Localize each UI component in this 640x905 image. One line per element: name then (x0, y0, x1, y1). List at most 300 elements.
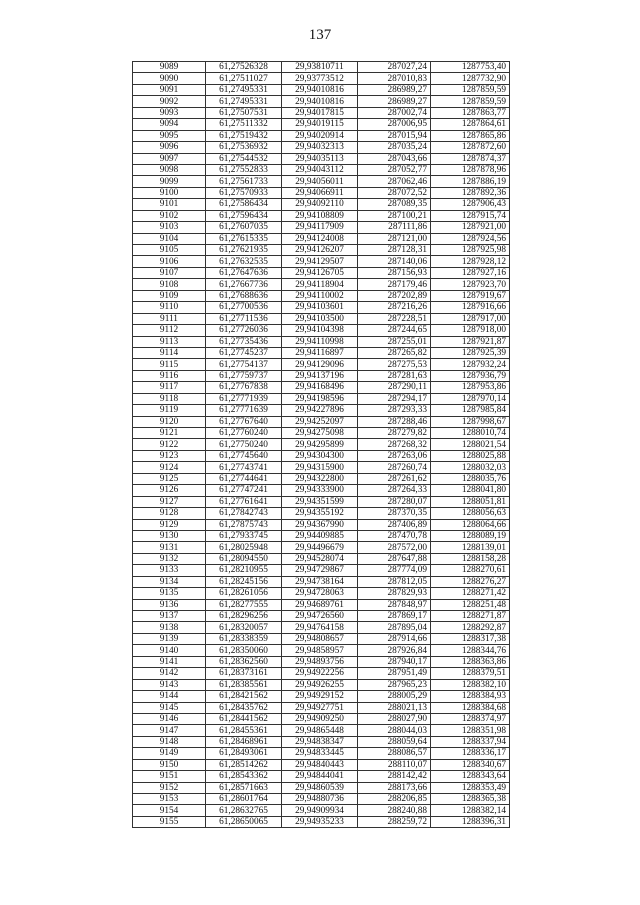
point-number-cell: 9139 (133, 633, 206, 644)
table-row (133, 73, 510, 84)
coordinates-table (132, 61, 510, 828)
x-coordinate-cell: 287043,66 (358, 153, 431, 164)
point-number-cell: 9132 (133, 553, 206, 564)
latitude-cell: 61,28543362 (206, 771, 282, 782)
longitude-cell: 29,94929152 (282, 691, 358, 702)
x-coordinate-cell: 287002,74 (358, 107, 431, 118)
longitude-cell: 29,94858957 (282, 645, 358, 656)
point-number-cell: 9150 (133, 759, 206, 770)
longitude-cell: 29,94922256 (282, 668, 358, 679)
latitude-cell: 61,28650065 (206, 816, 282, 827)
table-row (133, 279, 510, 290)
y-coordinate-cell: 1287953,86 (431, 382, 510, 393)
x-coordinate-cell: 286989,27 (358, 84, 431, 95)
longitude-cell: 29,94355192 (282, 508, 358, 519)
y-coordinate-cell: 1288344,76 (431, 645, 510, 656)
point-number-cell: 9127 (133, 496, 206, 507)
longitude-cell: 29,94927751 (282, 702, 358, 713)
latitude-cell: 61,27495331 (206, 84, 282, 95)
point-number-cell: 9124 (133, 462, 206, 473)
x-coordinate-cell: 287089,35 (358, 199, 431, 210)
x-coordinate-cell: 288021,13 (358, 702, 431, 713)
x-coordinate-cell: 287035,24 (358, 142, 431, 153)
latitude-cell: 61,27519432 (206, 130, 282, 141)
longitude-cell: 29,94019115 (282, 119, 358, 130)
point-number-cell: 9090 (133, 73, 206, 84)
table-row (133, 187, 510, 198)
y-coordinate-cell: 1287928,12 (431, 256, 510, 267)
table-row (133, 142, 510, 153)
longitude-cell: 29,94322800 (282, 473, 358, 484)
x-coordinate-cell: 288110,07 (358, 759, 431, 770)
y-coordinate-cell: 1288351,98 (431, 725, 510, 736)
table-row (133, 713, 510, 724)
x-coordinate-cell: 287015,94 (358, 130, 431, 141)
x-coordinate-cell: 287774,09 (358, 565, 431, 576)
x-coordinate-cell: 287140,06 (358, 256, 431, 267)
latitude-cell: 61,27632535 (206, 256, 282, 267)
latitude-cell: 61,27750240 (206, 439, 282, 450)
point-number-cell: 9128 (133, 508, 206, 519)
point-number-cell: 9110 (133, 302, 206, 313)
point-number-cell: 9096 (133, 142, 206, 153)
point-number-cell: 9125 (133, 473, 206, 484)
point-number-cell: 9126 (133, 485, 206, 496)
y-coordinate-cell: 1287886,19 (431, 176, 510, 187)
table-row (133, 656, 510, 667)
table-row (133, 485, 510, 496)
point-number-cell: 9100 (133, 187, 206, 198)
longitude-cell: 29,94926255 (282, 679, 358, 690)
x-coordinate-cell: 287264,33 (358, 485, 431, 496)
y-coordinate-cell: 1287921,87 (431, 336, 510, 347)
longitude-cell: 29,94728063 (282, 588, 358, 599)
latitude-cell: 61,27536932 (206, 142, 282, 153)
point-number-cell: 9134 (133, 576, 206, 587)
y-coordinate-cell: 1288010,74 (431, 428, 510, 439)
longitude-cell: 29,94689761 (282, 599, 358, 610)
latitude-cell: 61,27771639 (206, 405, 282, 416)
x-coordinate-cell: 287406,89 (358, 519, 431, 530)
y-coordinate-cell: 1287906,43 (431, 199, 510, 210)
x-coordinate-cell: 287812,05 (358, 576, 431, 587)
table-row (133, 290, 510, 301)
table-row (133, 588, 510, 599)
latitude-cell: 61,27842743 (206, 508, 282, 519)
y-coordinate-cell: 1288384,68 (431, 702, 510, 713)
table-row (133, 256, 510, 267)
latitude-cell: 61,27726036 (206, 325, 282, 336)
point-number-cell: 9135 (133, 588, 206, 599)
longitude-cell: 29,94909250 (282, 713, 358, 724)
table-row (133, 382, 510, 393)
latitude-cell: 61,27711536 (206, 313, 282, 324)
y-coordinate-cell: 1287924,56 (431, 233, 510, 244)
latitude-cell: 61,27586434 (206, 199, 282, 210)
table-row (133, 816, 510, 827)
y-coordinate-cell: 1288336,17 (431, 748, 510, 759)
latitude-cell: 61,27511027 (206, 73, 282, 84)
point-number-cell: 9115 (133, 359, 206, 370)
table-row (133, 542, 510, 553)
point-number-cell: 9089 (133, 62, 206, 73)
longitude-cell: 29,94104398 (282, 325, 358, 336)
x-coordinate-cell: 287470,78 (358, 530, 431, 541)
longitude-cell: 29,94860539 (282, 782, 358, 793)
point-number-cell: 9103 (133, 222, 206, 233)
y-coordinate-cell: 1287872,60 (431, 142, 510, 153)
latitude-cell: 61,28455361 (206, 725, 282, 736)
table-row (133, 794, 510, 805)
y-coordinate-cell: 1288384,93 (431, 691, 510, 702)
latitude-cell: 61,27745640 (206, 450, 282, 461)
longitude-cell: 29,93810711 (282, 62, 358, 73)
latitude-cell: 61,27767838 (206, 382, 282, 393)
y-coordinate-cell: 1288343,64 (431, 771, 510, 782)
latitude-cell: 61,27647636 (206, 267, 282, 278)
x-coordinate-cell: 288059,64 (358, 736, 431, 747)
longitude-cell: 29,94909934 (282, 805, 358, 816)
latitude-cell: 61,28468961 (206, 736, 282, 747)
table-row (133, 771, 510, 782)
longitude-cell: 29,94838347 (282, 736, 358, 747)
y-coordinate-cell: 1288382,10 (431, 679, 510, 690)
latitude-cell: 61,28245156 (206, 576, 282, 587)
latitude-cell: 61,28601764 (206, 794, 282, 805)
point-number-cell: 9146 (133, 713, 206, 724)
y-coordinate-cell: 1287864,61 (431, 119, 510, 130)
x-coordinate-cell: 287260,74 (358, 462, 431, 473)
table-row (133, 565, 510, 576)
latitude-cell: 61,28421562 (206, 691, 282, 702)
y-coordinate-cell: 1287892,36 (431, 187, 510, 198)
x-coordinate-cell: 287290,11 (358, 382, 431, 393)
latitude-cell: 61,27761641 (206, 496, 282, 507)
point-number-cell: 9097 (133, 153, 206, 164)
table-row (133, 233, 510, 244)
x-coordinate-cell: 287052,77 (358, 164, 431, 175)
table-row (133, 222, 510, 233)
table-row (133, 416, 510, 427)
table-row (133, 428, 510, 439)
point-number-cell: 9145 (133, 702, 206, 713)
table-row (133, 119, 510, 130)
point-number-cell: 9140 (133, 645, 206, 656)
table-row (133, 267, 510, 278)
longitude-cell: 29,94110998 (282, 336, 358, 347)
latitude-cell: 61,28441562 (206, 713, 282, 724)
x-coordinate-cell: 287829,93 (358, 588, 431, 599)
longitude-cell: 29,94893756 (282, 656, 358, 667)
latitude-cell: 61,28320057 (206, 622, 282, 633)
y-coordinate-cell: 1288353,49 (431, 782, 510, 793)
y-coordinate-cell: 1288035,76 (431, 473, 510, 484)
table-row (133, 473, 510, 484)
point-number-cell: 9091 (133, 84, 206, 95)
table-row (133, 702, 510, 713)
table-row (133, 450, 510, 461)
y-coordinate-cell: 1288139,01 (431, 542, 510, 553)
y-coordinate-cell: 1287936,79 (431, 370, 510, 381)
point-number-cell: 9105 (133, 245, 206, 256)
y-coordinate-cell: 1287863,77 (431, 107, 510, 118)
y-coordinate-cell: 1288025,88 (431, 450, 510, 461)
y-coordinate-cell: 1287923,70 (431, 279, 510, 290)
x-coordinate-cell: 287280,07 (358, 496, 431, 507)
longitude-cell: 29,94035113 (282, 153, 358, 164)
x-coordinate-cell: 288240,88 (358, 805, 431, 816)
longitude-cell: 29,94126705 (282, 267, 358, 278)
table-row (133, 210, 510, 221)
latitude-cell: 61,28385561 (206, 679, 282, 690)
y-coordinate-cell: 1287919,67 (431, 290, 510, 301)
point-number-cell: 9137 (133, 611, 206, 622)
point-number-cell: 9130 (133, 530, 206, 541)
point-number-cell: 9152 (133, 782, 206, 793)
point-number-cell: 9114 (133, 347, 206, 358)
table-row (133, 393, 510, 404)
table-row (133, 645, 510, 656)
longitude-cell: 29,94129096 (282, 359, 358, 370)
y-coordinate-cell: 1288337,94 (431, 736, 510, 747)
point-number-cell: 9122 (133, 439, 206, 450)
x-coordinate-cell: 287006,95 (358, 119, 431, 130)
y-coordinate-cell: 1287917,00 (431, 313, 510, 324)
y-coordinate-cell: 1287753,40 (431, 62, 510, 73)
latitude-cell: 61,28493061 (206, 748, 282, 759)
latitude-cell: 61,27688636 (206, 290, 282, 301)
x-coordinate-cell: 287647,88 (358, 553, 431, 564)
longitude-cell: 29,94124008 (282, 233, 358, 244)
point-number-cell: 9154 (133, 805, 206, 816)
latitude-cell: 61,27615335 (206, 233, 282, 244)
y-coordinate-cell: 1287732,90 (431, 73, 510, 84)
table-row (133, 553, 510, 564)
longitude-cell: 29,94367990 (282, 519, 358, 530)
longitude-cell: 29,94020914 (282, 130, 358, 141)
point-number-cell: 9131 (133, 542, 206, 553)
point-number-cell: 9136 (133, 599, 206, 610)
point-number-cell: 9104 (133, 233, 206, 244)
latitude-cell: 61,28338359 (206, 633, 282, 644)
longitude-cell: 29,94726560 (282, 611, 358, 622)
latitude-cell: 61,27747241 (206, 485, 282, 496)
latitude-cell: 61,27743741 (206, 462, 282, 473)
table-row (133, 359, 510, 370)
latitude-cell: 61,27621935 (206, 245, 282, 256)
longitude-cell: 29,94844041 (282, 771, 358, 782)
y-coordinate-cell: 1287998,67 (431, 416, 510, 427)
table-row (133, 496, 510, 507)
longitude-cell: 29,94103601 (282, 302, 358, 313)
latitude-cell: 61,28571663 (206, 782, 282, 793)
point-number-cell: 9092 (133, 96, 206, 107)
y-coordinate-cell: 1288064,66 (431, 519, 510, 530)
table-row (133, 84, 510, 95)
latitude-cell: 61,27744641 (206, 473, 282, 484)
x-coordinate-cell: 287202,89 (358, 290, 431, 301)
latitude-cell: 61,28373161 (206, 668, 282, 679)
latitude-cell: 61,27875743 (206, 519, 282, 530)
x-coordinate-cell: 287281,63 (358, 370, 431, 381)
longitude-cell: 29,94103500 (282, 313, 358, 324)
y-coordinate-cell: 1288396,31 (431, 816, 510, 827)
longitude-cell: 29,94168496 (282, 382, 358, 393)
point-number-cell: 9107 (133, 267, 206, 278)
longitude-cell: 29,94108809 (282, 210, 358, 221)
y-coordinate-cell: 1288089,19 (431, 530, 510, 541)
x-coordinate-cell: 287926,84 (358, 645, 431, 656)
x-coordinate-cell: 287848,97 (358, 599, 431, 610)
longitude-cell: 29,94275098 (282, 428, 358, 439)
x-coordinate-cell: 287293,33 (358, 405, 431, 416)
latitude-cell: 61,27933745 (206, 530, 282, 541)
longitude-cell: 29,94351599 (282, 496, 358, 507)
y-coordinate-cell: 1288382,14 (431, 805, 510, 816)
table-row (133, 462, 510, 473)
longitude-cell: 29,94496679 (282, 542, 358, 553)
x-coordinate-cell: 287370,35 (358, 508, 431, 519)
longitude-cell: 29,94808657 (282, 633, 358, 644)
table-row (133, 736, 510, 747)
latitude-cell: 61,28362560 (206, 656, 282, 667)
longitude-cell: 29,94880736 (282, 794, 358, 805)
longitude-cell: 29,94738164 (282, 576, 358, 587)
point-number-cell: 9151 (133, 771, 206, 782)
x-coordinate-cell: 287128,31 (358, 245, 431, 256)
x-coordinate-cell: 287111,86 (358, 222, 431, 233)
latitude-cell: 61,28514262 (206, 759, 282, 770)
longitude-cell: 29,94032313 (282, 142, 358, 153)
longitude-cell: 29,94333900 (282, 485, 358, 496)
table-row (133, 782, 510, 793)
table-row (133, 199, 510, 210)
point-number-cell: 9143 (133, 679, 206, 690)
longitude-cell: 29,94764158 (282, 622, 358, 633)
latitude-cell: 61,28296256 (206, 611, 282, 622)
x-coordinate-cell: 287010,83 (358, 73, 431, 84)
table-row (133, 691, 510, 702)
x-coordinate-cell: 286989,27 (358, 96, 431, 107)
point-number-cell: 9117 (133, 382, 206, 393)
point-number-cell: 9111 (133, 313, 206, 324)
x-coordinate-cell: 287062,46 (358, 176, 431, 187)
x-coordinate-cell: 287244,65 (358, 325, 431, 336)
point-number-cell: 9099 (133, 176, 206, 187)
x-coordinate-cell: 288142,42 (358, 771, 431, 782)
point-number-cell: 9093 (133, 107, 206, 118)
latitude-cell: 61,27561733 (206, 176, 282, 187)
x-coordinate-cell: 288259,72 (358, 816, 431, 827)
x-coordinate-cell: 287268,32 (358, 439, 431, 450)
longitude-cell: 29,94056011 (282, 176, 358, 187)
point-number-cell: 9109 (133, 290, 206, 301)
point-number-cell: 9108 (133, 279, 206, 290)
x-coordinate-cell: 288005,29 (358, 691, 431, 702)
table-row (133, 599, 510, 610)
table-row (133, 759, 510, 770)
latitude-cell: 61,28435762 (206, 702, 282, 713)
y-coordinate-cell: 1287921,00 (431, 222, 510, 233)
latitude-cell: 61,27700536 (206, 302, 282, 313)
y-coordinate-cell: 1287874,37 (431, 153, 510, 164)
y-coordinate-cell: 1288158,28 (431, 553, 510, 564)
y-coordinate-cell: 1288340,67 (431, 759, 510, 770)
point-number-cell: 9113 (133, 336, 206, 347)
x-coordinate-cell: 287279,82 (358, 428, 431, 439)
table-row (133, 164, 510, 175)
table-row (133, 62, 510, 73)
table-row (133, 302, 510, 313)
longitude-cell: 29,93773512 (282, 73, 358, 84)
longitude-cell: 29,94117909 (282, 222, 358, 233)
x-coordinate-cell: 287156,93 (358, 267, 431, 278)
table-row (133, 245, 510, 256)
y-coordinate-cell: 1287918,00 (431, 325, 510, 336)
longitude-cell: 29,94252097 (282, 416, 358, 427)
x-coordinate-cell: 287263,06 (358, 450, 431, 461)
x-coordinate-cell: 288044,03 (358, 725, 431, 736)
x-coordinate-cell: 287216,26 (358, 302, 431, 313)
y-coordinate-cell: 1288276,27 (431, 576, 510, 587)
latitude-cell: 61,27596434 (206, 210, 282, 221)
latitude-cell: 61,27754137 (206, 359, 282, 370)
point-number-cell: 9098 (133, 164, 206, 175)
longitude-cell: 29,94528074 (282, 553, 358, 564)
x-coordinate-cell: 288027,90 (358, 713, 431, 724)
longitude-cell: 29,94227896 (282, 405, 358, 416)
y-coordinate-cell: 1287865,86 (431, 130, 510, 141)
longitude-cell: 29,94865448 (282, 725, 358, 736)
x-coordinate-cell: 287288,46 (358, 416, 431, 427)
x-coordinate-cell: 287228,51 (358, 313, 431, 324)
y-coordinate-cell: 1288056,63 (431, 508, 510, 519)
point-number-cell: 9153 (133, 794, 206, 805)
table-row (133, 622, 510, 633)
x-coordinate-cell: 287072,52 (358, 187, 431, 198)
table-row (133, 130, 510, 141)
latitude-cell: 61,27767640 (206, 416, 282, 427)
x-coordinate-cell: 287294,17 (358, 393, 431, 404)
latitude-cell: 61,27552833 (206, 164, 282, 175)
longitude-cell: 29,94017815 (282, 107, 358, 118)
x-coordinate-cell: 287869,17 (358, 611, 431, 622)
x-coordinate-cell: 287965,23 (358, 679, 431, 690)
y-coordinate-cell: 1288317,38 (431, 633, 510, 644)
x-coordinate-cell: 287179,46 (358, 279, 431, 290)
longitude-cell: 29,94092110 (282, 199, 358, 210)
point-number-cell: 9112 (133, 325, 206, 336)
x-coordinate-cell: 287275,53 (358, 359, 431, 370)
longitude-cell: 29,94137196 (282, 370, 358, 381)
point-number-cell: 9148 (133, 736, 206, 747)
x-coordinate-cell: 287951,49 (358, 668, 431, 679)
point-number-cell: 9101 (133, 199, 206, 210)
table-row (133, 439, 510, 450)
y-coordinate-cell: 1287859,59 (431, 84, 510, 95)
point-number-cell: 9120 (133, 416, 206, 427)
y-coordinate-cell: 1287915,74 (431, 210, 510, 221)
longitude-cell: 29,94118904 (282, 279, 358, 290)
point-number-cell: 9106 (133, 256, 206, 267)
latitude-cell: 61,27771939 (206, 393, 282, 404)
x-coordinate-cell: 288206,85 (358, 794, 431, 805)
table-row (133, 530, 510, 541)
point-number-cell: 9133 (133, 565, 206, 576)
table-row (133, 519, 510, 530)
latitude-cell: 61,27759737 (206, 370, 282, 381)
y-coordinate-cell: 1287916,66 (431, 302, 510, 313)
